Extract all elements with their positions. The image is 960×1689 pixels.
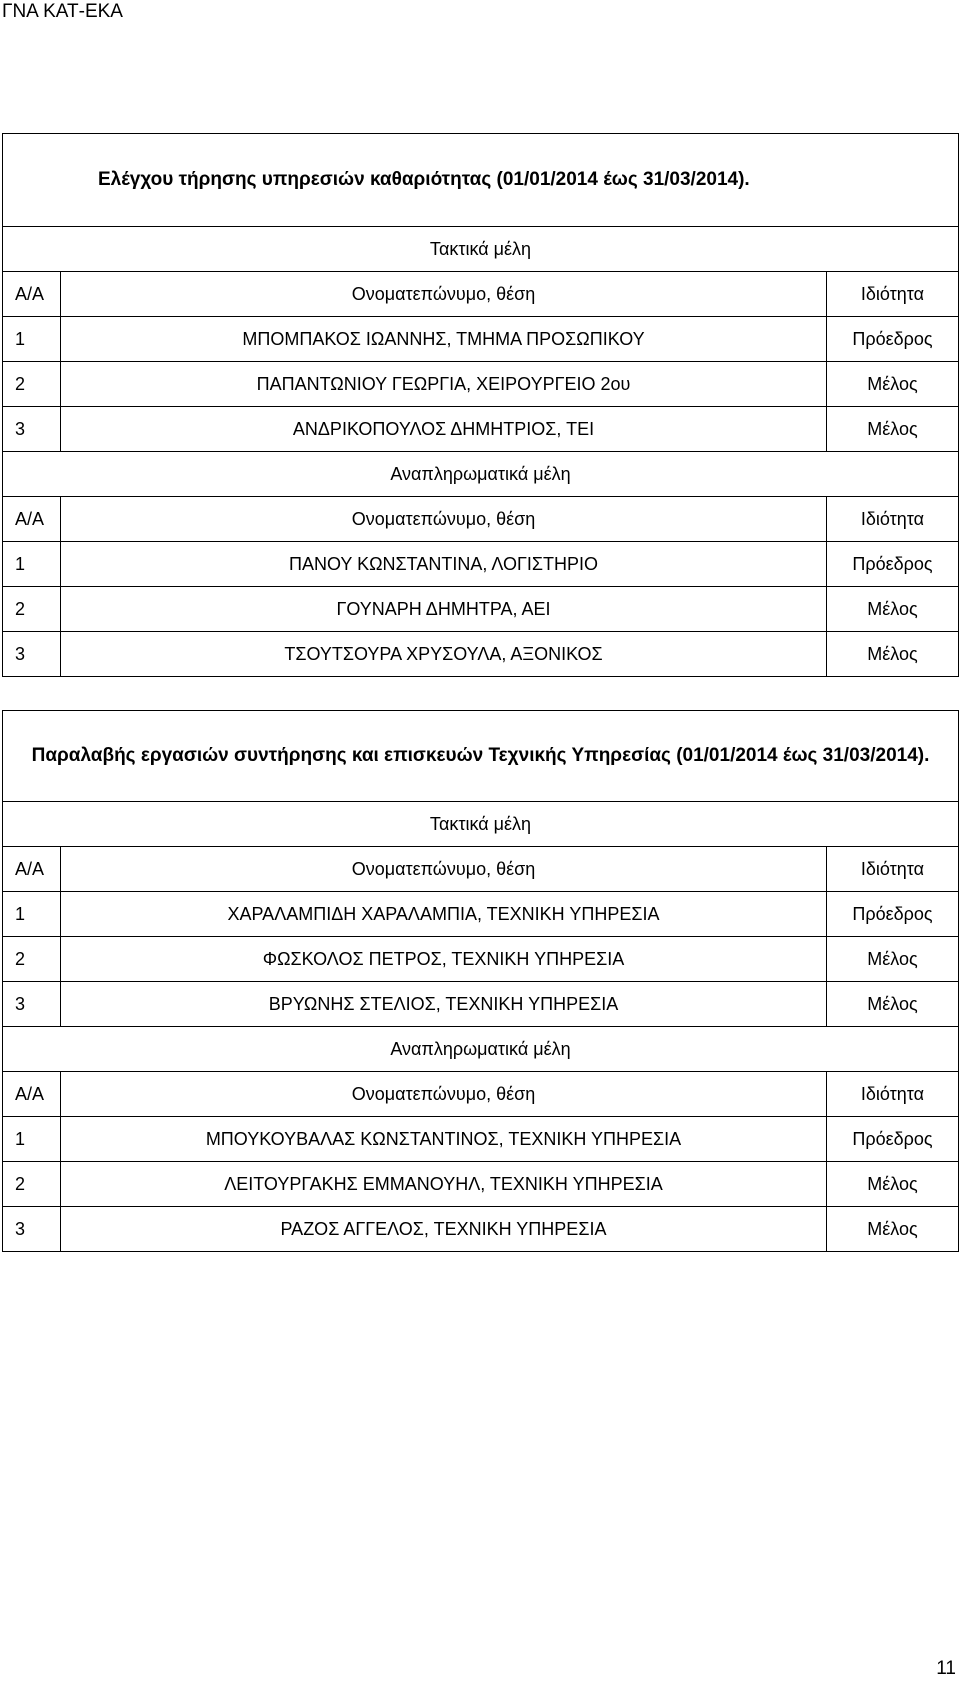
table-row: [3, 587, 959, 632]
member-name: ΠΑΠΑΝΤΩΝΙΟΥ ΓΕΩΡΓΙΑ, ΧΕΙΡΟΥΡΓΕΙΟ 2ου: [61, 362, 827, 407]
column-header-name: Ονοματεπώνυμο, θέση: [61, 272, 827, 317]
committee-table: [2, 710, 959, 1252]
member-role: Μέλος: [827, 362, 959, 407]
member-role: Μέλος: [826, 1207, 958, 1252]
member-name: ΜΠΟΥΚΟΥΒΑΛΑΣ ΚΩΝΣΤΑΝΤΙΝΟΣ, ΤΕΧΝΙΚΗ ΥΠΗΡΕΣΙΑ: [61, 1117, 827, 1162]
committee-title: Παραλαβής εργασιών συντήρησης και επισκευών Τεχνικής Υπηρεσίας (01/01/2014 έως 31/03/2014).: [3, 711, 959, 802]
member-name: ΓΟΥΝΑΡΗ ΔΗΜΗΤΡΑ, ΑΕΙ: [61, 587, 827, 632]
member-role: Μέλος: [826, 937, 958, 982]
member-name: ΡΑΖΟΣ ΑΓΓΕΛΟΣ, ΤΕΧΝΙΚΗ ΥΠΗΡΕΣΙΑ: [61, 1207, 827, 1252]
member-name: ΠΑΝΟΥ ΚΩΝΣΤΑΝΤΙΝΑ, ΛΟΓΙΣΤΗΡΙΟ: [61, 542, 827, 587]
column-header-aa: Α/Α: [3, 272, 61, 317]
page-header: ΓΝΑ ΚΑΤ-ΕΚΑ: [2, 1, 123, 22]
column-header-role: Ιδιότητα: [827, 272, 959, 317]
member-role: Μέλος: [826, 1162, 958, 1207]
member-role: Πρόεδρος: [827, 542, 959, 587]
committee-table: [2, 133, 959, 677]
column-header-aa: Α/Α: [3, 847, 61, 892]
table-row: [3, 542, 959, 587]
member-name: ΦΩΣΚΟΛΟΣ ΠΕΤΡΟΣ, ΤΕΧΝΙΚΗ ΥΠΗΡΕΣΙΑ: [61, 937, 827, 982]
member-role: Πρόεδρος: [827, 317, 959, 362]
row-number: 2: [3, 587, 61, 632]
row-number: 3: [3, 982, 61, 1027]
table-row: [3, 937, 959, 982]
group-heading-substitute: Αναπληρωματικά μέλη: [3, 1027, 959, 1072]
column-header-row: [3, 1072, 959, 1117]
group-heading-row: [3, 1027, 959, 1072]
column-header-role: Ιδιότητα: [827, 497, 959, 542]
table-row: [3, 632, 959, 677]
column-header-role: Ιδιότητα: [826, 1072, 958, 1117]
page-number: 11: [936, 1658, 956, 1679]
member-name: ΛΕΙΤΟΥΡΓΑΚΗΣ ΕΜΜΑΝΟΥΗΛ, ΤΕΧΝΙΚΗ ΥΠΗΡΕΣΙΑ: [61, 1162, 827, 1207]
table-row: [3, 407, 959, 452]
member-role: Μέλος: [827, 632, 959, 677]
table-row: [3, 1117, 959, 1162]
column-header-aa: Α/Α: [3, 497, 61, 542]
member-name: ΤΣΟΥΤΣΟΥΡΑ ΧΡΥΣΟΥΛΑ, ΑΞΟΝΙΚΟΣ: [61, 632, 827, 677]
column-header-name: Ονοματεπώνυμο, θέση: [61, 497, 827, 542]
member-name: ΒΡΥΩΝΗΣ ΣΤΕΛΙΟΣ, ΤΕΧΝΙΚΗ ΥΠΗΡΕΣΙΑ: [61, 982, 827, 1027]
member-name: ΑΝΔΡΙΚΟΠΟΥΛΟΣ ΔΗΜΗΤΡΙΟΣ, ΤΕΙ: [61, 407, 827, 452]
committee-title-row: [3, 711, 959, 802]
row-number: 1: [3, 317, 61, 362]
table-row: [3, 982, 959, 1027]
table-row: [3, 362, 959, 407]
member-role: Πρόεδρος: [826, 1117, 958, 1162]
table-row: [3, 1162, 959, 1207]
group-heading-regular: Τακτικά μέλη: [3, 227, 959, 272]
member-role: Μέλος: [827, 407, 959, 452]
column-header-row: [3, 497, 959, 542]
row-number: 1: [3, 542, 61, 587]
table-row: [3, 317, 959, 362]
column-header-name: Ονοματεπώνυμο, θέση: [61, 1072, 827, 1117]
row-number: 3: [3, 1207, 61, 1252]
member-name: ΧΑΡΑΛΑΜΠΙΔΗ ΧΑΡΑΛΑΜΠΙΑ, ΤΕΧΝΙΚΗ ΥΠΗΡΕΣΙΑ: [61, 892, 827, 937]
committee-title-row: [3, 134, 959, 227]
group-heading-substitute: Αναπληρωματικά μέλη: [3, 452, 959, 497]
row-number: 3: [3, 632, 61, 677]
row-number: 1: [3, 1117, 61, 1162]
table-row: [3, 1207, 959, 1252]
member-role: Μέλος: [826, 982, 958, 1027]
row-number: 2: [3, 937, 61, 982]
row-number: 1: [3, 892, 61, 937]
row-number: 3: [3, 407, 61, 452]
row-number: 2: [3, 362, 61, 407]
member-role: Μέλος: [827, 587, 959, 632]
member-name: ΜΠΟΜΠΑΚΟΣ ΙΩΑΝΝΗΣ, ΤΜΗΜΑ ΠΡΟΣΩΠΙΚΟΥ: [61, 317, 827, 362]
group-heading-regular: Τακτικά μέλη: [3, 802, 959, 847]
column-header-aa: Α/Α: [3, 1072, 61, 1117]
column-header-name: Ονοματεπώνυμο, θέση: [61, 847, 827, 892]
committee-title: Ελέγχου τήρησης υπηρεσιών καθαριότητας (01/01/2014 έως 31/03/2014).: [3, 134, 959, 227]
group-heading-row: [3, 227, 959, 272]
row-number: 2: [3, 1162, 61, 1207]
column-header-row: [3, 272, 959, 317]
group-heading-row: [3, 802, 959, 847]
member-role: Πρόεδρος: [826, 892, 958, 937]
group-heading-row: [3, 452, 959, 497]
table-row: [3, 892, 959, 937]
column-header-role: Ιδιότητα: [826, 847, 958, 892]
column-header-row: [3, 847, 959, 892]
